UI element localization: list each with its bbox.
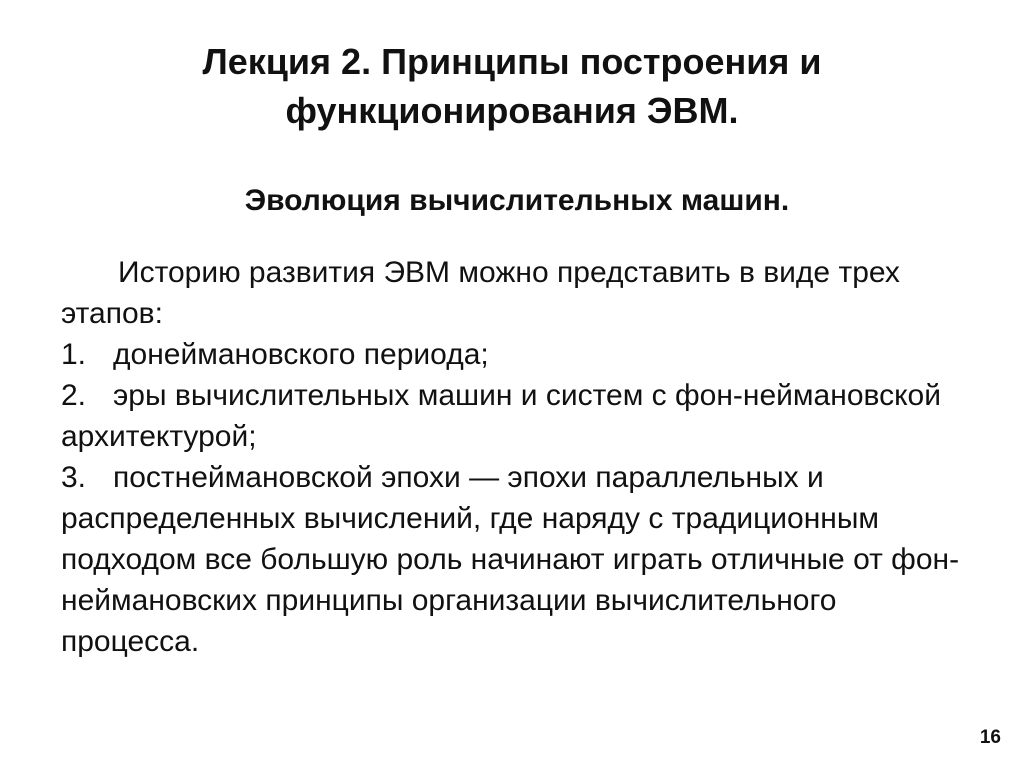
list-item <box>61 334 961 375</box>
page-number: 16 <box>979 727 1001 748</box>
slide-title-line-2: функционирования ЭВМ. <box>285 90 739 131</box>
list-item <box>61 375 961 457</box>
slide-subtitle: Эволюция вычислительных машин. <box>244 184 790 217</box>
slide-title <box>0 37 1024 135</box>
list-item-text: постнеймановской эпохи — эпохи параллельных и распределенных вычислений, где наряду с традиционным подходом все большую роль начинают играть отличные от фон-неймановских принципы организации вычислительного процесса. <box>61 461 960 658</box>
slide-title-line-1: Лекция 2. Принципы построения и <box>202 41 822 82</box>
slide-body <box>61 252 961 662</box>
intro-paragraph: Историю развития ЭВМ можно представить в виде трех этапов: <box>61 256 900 330</box>
list-item-text: эры вычислительных машин и систем с фон-неймановской архитектурой; <box>61 379 942 453</box>
list-item-text: донеймановского периода; <box>113 338 489 371</box>
list-item-number: 3. <box>61 461 87 494</box>
list-item <box>61 457 961 662</box>
list-item-number: 1. <box>61 338 87 371</box>
list-item-number: 2. <box>61 379 87 412</box>
